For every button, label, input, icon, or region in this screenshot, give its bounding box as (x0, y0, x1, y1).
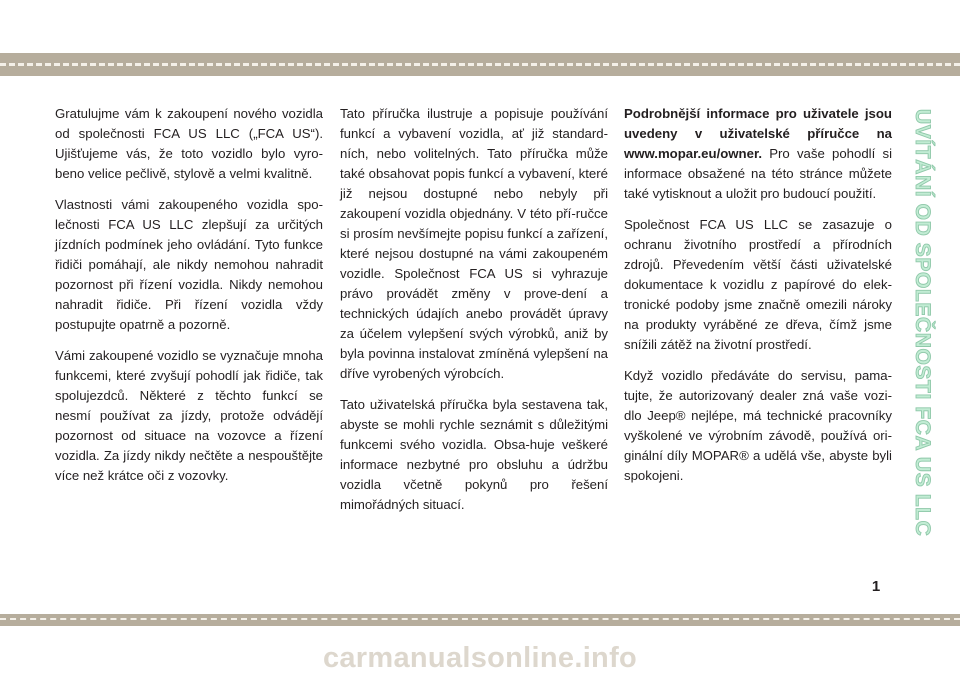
col3-paragraph-3: Když vozidlo předáváte do servisu, pama-tujte, že autorizovaný dealer zná vaše vozi-dlo Jeep® nejlépe, má technické pracovníky vyškolené ve výrobním závodě, používá ori-ginální díly MOPAR® a udělá vše, abyste byli spokojeni. (624, 368, 892, 483)
col3-paragraph-2: Společnost FCA US LLC se zasazuje o ochranu životního prostředí a přírodních zdrojů. Převedením větší části uživatelské dokumentace k vozidlu z papírové do elek-tronické podoby jsme značně omezili nároky na produkty vyráběné ze dřeva, čímž jsme snížili zátěž na životní prostředí. (624, 217, 892, 352)
chapter-side-title (904, 100, 940, 546)
bottom-decorative-band (0, 614, 960, 626)
top-band-dashed-line (0, 63, 960, 66)
col1-paragraph-2: Vlastnosti vámi zakoupeného vozidla spo-lečnosti FCA US LLC zlepšují za určitých jízdních podmínek jeho ovládání. Tyto funkce řidiči pomáhají, ale nikdy nemohou nahradit pozornost při řízení vozidla. Nikdy nemohou nahradit řidiče. Při řízení vozidla vždy postupujte opatrně a pozorně. (55, 197, 323, 332)
col2-paragraph-2: Tato uživatelská příručka byla sestavena tak, abyste se mohli rychle seznámit s důležitými funkcemi svého vozidla. Obsa-huje veškeré informace nezbytné pro obsluhu a údržbu vozidla včetně pokynů pro řešení mimořádných situací. (340, 397, 608, 512)
col3-paragraph-1 (624, 104, 892, 204)
top-decorative-band (0, 53, 960, 76)
owner-info-bold-text: Podrobnější informace pro uživatele jsou uvedeny v uživatelské příručce na www.mopar.eu/owner. (624, 106, 892, 161)
bottom-band-dashed-line (0, 618, 960, 620)
watermark-text: carmanualsonline.info (322, 642, 638, 674)
owner-info-text: Pro vaše pohodlí si informace obsažené na této stránce můžete také vytisknout a uložit pro budoucí použití. (624, 146, 892, 201)
col1-paragraph-1: Gratulujme vám k zakoupení nového vozidla od společnosti FCA US LLC („FCA US“). Ujišťujeme vás, že toto vozidlo bylo vyro-beno velice pečlivě, stylově a velmi kvalitně. (55, 106, 323, 181)
text-column-3 (624, 104, 892, 497)
text-column-1 (55, 104, 323, 497)
text-column-2 (340, 104, 608, 526)
page-number: 1 (871, 578, 881, 595)
chapter-title-text: UVÍTÁNÍ OD SPOLEČNOSTI FCA US LLC (911, 109, 934, 537)
col1-paragraph-3: Vámi zakoupené vozidlo se vyznačuje mnoha funkcemi, které zvyšují pohodlí jak řidiče, tak spolujezdců. Některé z těchto funkcí se nesmí používat za jízdy, protože odvádějí pozornost od situace na vozovce a řízení vozidla. Za jízdy nikdy nečtěte a nespouštějte více než krátce oči z vozovky. (55, 348, 323, 483)
col2-paragraph-1: Tato příručka ilustruje a popisuje používání funkcí a vybavení vozidla, ať již standard-ních, nebo volitelných. Tato příručka může také obsahovat popis funkcí a vybavení, které již nejsou dostupné nebo nebyly při zakoupení vozidla objednány. V této pří-ručce si prosím nevšímejte popisu funkcí a zařízení, které nejsou dostupné na vámi zakoupeném vozidle. Společnost FCA US si vyhrazuje právo provádět změny v prove-dení a technických údajích anebo provádět úpravy za účelem vylepšení svých výrobků, aniž by byla povinna instalovat zmíněná vylepšení na dříve vyrobených výrobcích. (340, 106, 608, 381)
